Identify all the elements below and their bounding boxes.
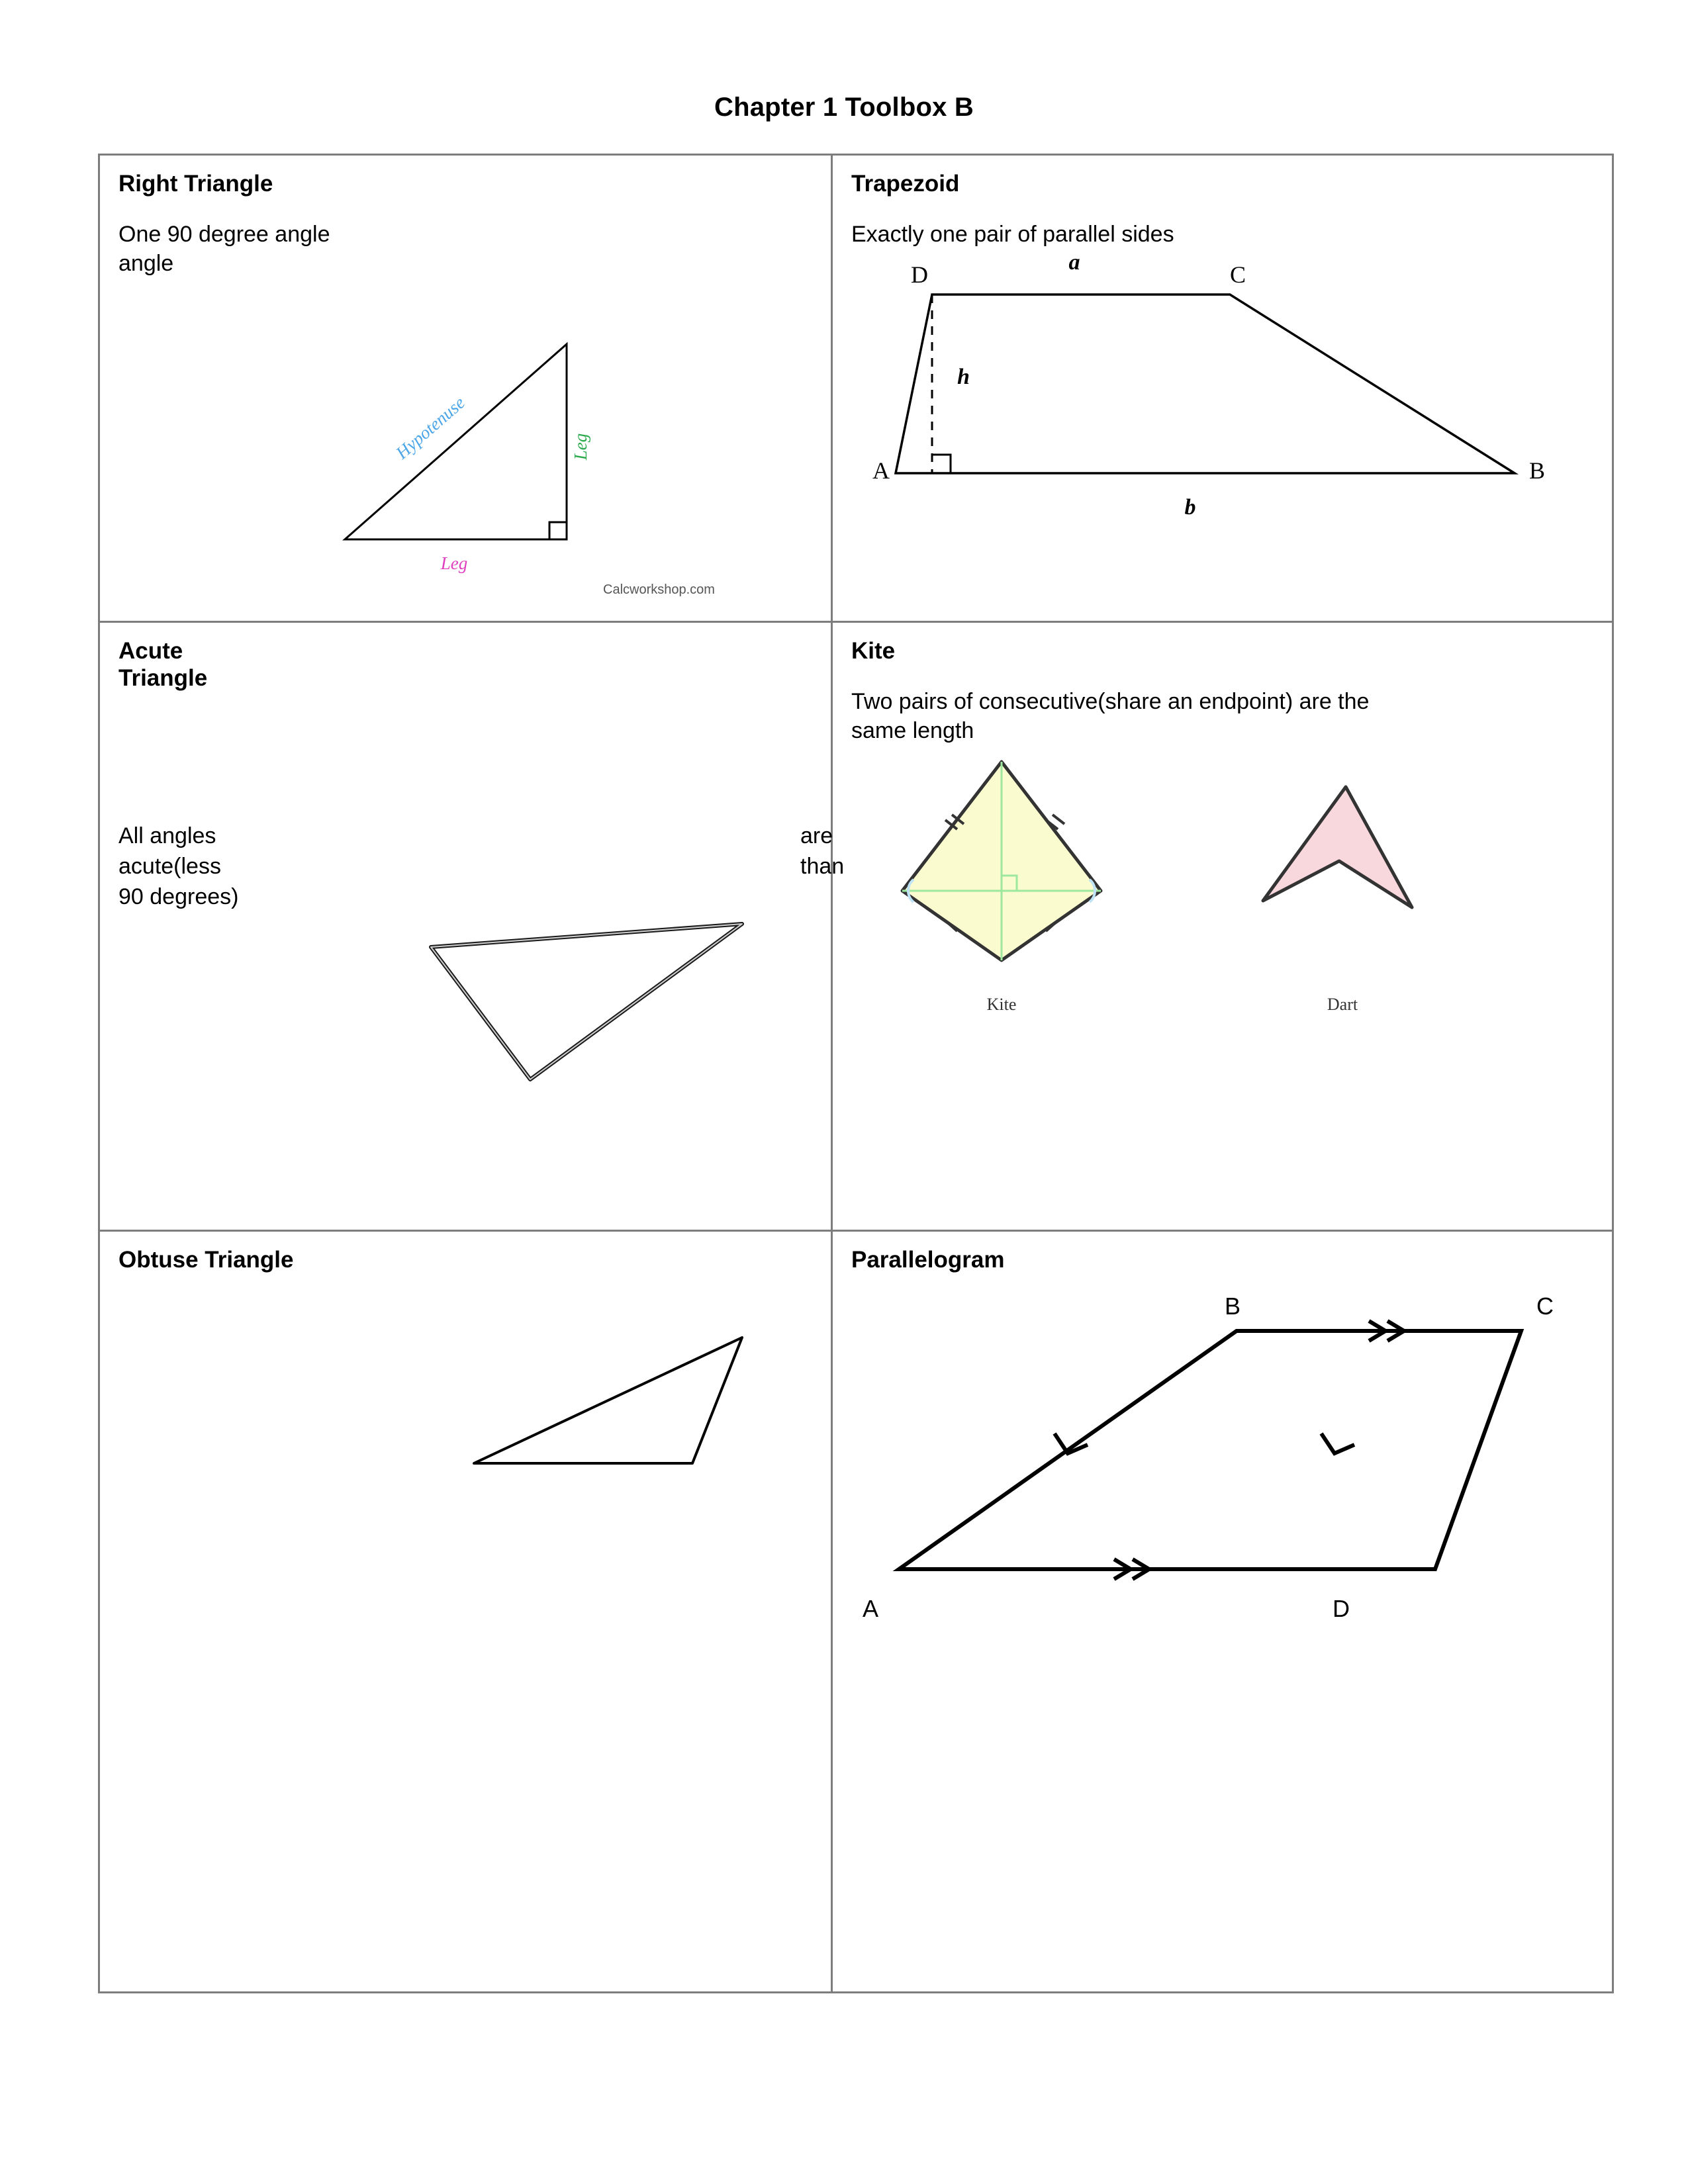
cell-body-right-triangle (118, 220, 812, 278)
cell-heading-right-triangle: Right Triangle (118, 171, 273, 197)
cell-right-triangle (100, 156, 833, 621)
label-hypotenuse: Hypotenuse (392, 392, 469, 463)
trapezoid-vertex-b: B (1529, 457, 1546, 484)
table-row (100, 623, 1612, 1232)
acute-triangle-figure (418, 914, 762, 1113)
acute-heading-line2: Triangle (118, 665, 208, 692)
cell-body-trapezoid: Exactly one pair of parallel sides (851, 222, 1174, 248)
right-triangle-body-line2: angle (118, 251, 174, 277)
cell-obtuse-triangle (100, 1232, 833, 1991)
cell-kite (833, 623, 1616, 1230)
kite-body-line2: same length (851, 718, 974, 744)
calcworkshop-watermark: Calcworkshop.com (603, 582, 715, 597)
parallelogram-figure (846, 1291, 1581, 1655)
parallelogram-vertex-c: C (1536, 1293, 1554, 1320)
cell-acute-triangle (100, 623, 845, 1230)
label-leg-bottom: Leg (440, 553, 468, 573)
cell-trapezoid (833, 156, 1616, 621)
cell-parallelogram (833, 1232, 1616, 1991)
kite-caption: Kite (986, 995, 1017, 1014)
cell-heading-parallelogram: Parallelogram (851, 1247, 1005, 1273)
acute-body-part1: All angles (118, 823, 216, 848)
label-leg-right: Leg (571, 433, 590, 461)
right-triangle-body-line1: One 90 degree angle (118, 222, 330, 248)
kite-body-line1: Two pairs of consecutive(share an endpoint) are the (851, 689, 1370, 715)
acute-body-part5: than (800, 853, 845, 879)
table-row (100, 156, 1612, 623)
trapezoid-vertex-a: A (872, 457, 890, 484)
acute-body-part3: 90 degrees) (118, 884, 239, 909)
cell-heading-kite: Kite (851, 638, 896, 664)
trapezoid-vertex-c: C (1230, 261, 1246, 288)
toolbox-table (98, 154, 1614, 1993)
trapezoid-side-b: b (1184, 495, 1196, 520)
page-title: Chapter 1 Toolbox B (714, 93, 974, 122)
parallelogram-vertex-a: A (863, 1595, 879, 1622)
table-row (100, 1232, 1612, 1991)
cell-body-kite (851, 687, 1597, 745)
trapezoid-side-a: a (1068, 250, 1080, 275)
cell-heading-trapezoid: Trapezoid (851, 171, 960, 197)
dart-caption: Dart (1327, 995, 1358, 1014)
acute-body-left (118, 821, 317, 913)
acute-body-part4: are (800, 823, 833, 848)
acute-heading-line1: Acute (118, 638, 183, 664)
cell-heading-acute-triangle (118, 637, 812, 692)
parallelogram-vertex-b: B (1225, 1293, 1241, 1320)
right-triangle-figure (318, 314, 808, 592)
trapezoid-vertex-d: D (911, 261, 928, 288)
kite-dart-figure (872, 749, 1534, 1026)
acute-body-part2: acute(less (118, 853, 221, 879)
parallelogram-vertex-d: D (1333, 1595, 1350, 1622)
obtuse-triangle-figure (464, 1311, 808, 1523)
cell-heading-obtuse-triangle: Obtuse Triangle (118, 1247, 294, 1273)
trapezoid-height-label: h (957, 365, 970, 389)
trapezoid-figure (839, 242, 1574, 533)
